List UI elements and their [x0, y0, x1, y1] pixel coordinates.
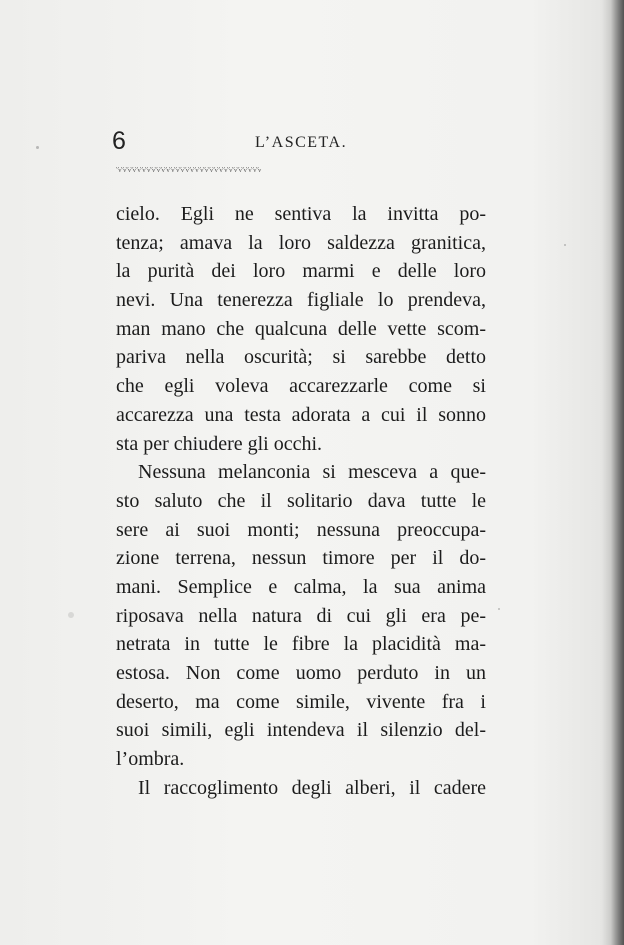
text-line: tenza; amava la loro saldezza granitica,: [116, 231, 486, 254]
paper-speck: [68, 612, 74, 618]
text-line: sta per chiudere gli occhi.: [116, 432, 323, 455]
text-line: pariva nella oscurità; si sarebbe detto: [116, 346, 486, 369]
text-line: man mano che qualcuna delle vette scom-: [116, 317, 486, 340]
body-text: [116, 200, 486, 802]
text-line: zione terrena, nessun timore per il do-: [116, 547, 486, 570]
paper-speck: [498, 608, 500, 610]
paper-speck: [564, 244, 566, 246]
text-line: Il raccoglimento degli alberi, il cadere: [138, 776, 486, 799]
page-edge-shadow: [602, 0, 624, 945]
decorative-rule: ᵕᵥᵕᵥᵕᵥᵕᵥᵕᵥᵕᵥᵕᵥᵕᵥᵕᵥᵕᵥᵕᵥᵕᵥᵕᵥᵕᵥᵕᵥᵕᵥᵕᵥᵕᵥᵕᵥᵕᵥᵕᵥᵕᵥᵕᵥᵕᵥᵕᵥᵕᵥᵕᵥᵕᵥᵕᵥᵕᵥ: [116, 163, 261, 174]
text-line: riposava nella natura di cui gli era pe-: [116, 604, 486, 627]
text-line: cielo. Egli ne sentiva la invitta po-: [116, 203, 486, 225]
text-line: Nessuna melanconia si mesceva a que-: [138, 461, 486, 484]
text-line: sto saluto che il solitario dava tutte le: [116, 489, 486, 512]
page-number: 6: [112, 127, 126, 155]
text-line: deserto, ma come simile, vivente fra i: [116, 690, 486, 713]
text-line: mani. Semplice e calma, la sua anima: [116, 575, 486, 598]
text-line: che egli voleva accarezzarle come si: [116, 375, 486, 398]
text-line: l’ombra.: [116, 748, 185, 771]
page-header: [112, 126, 492, 160]
running-title: L’ASCETA.: [255, 134, 348, 151]
text-line: suoi simili, egli intendeva il silenzio del-: [116, 719, 486, 742]
text-line: sere ai suoi monti; nessuna preoccupa-: [116, 518, 486, 541]
text-line: la purità dei loro marmi e delle loro: [116, 260, 486, 283]
text-line: accarezza una testa adorata a cui il sonno: [116, 403, 486, 426]
text-line: netrata in tutte le fibre la placidità ma-: [116, 633, 486, 656]
text-line: nevi. Una tenerezza figliale lo prendeva,: [116, 289, 486, 312]
paper-speck: [36, 146, 39, 149]
text-line: estosa. Non come uomo perduto in un: [116, 662, 486, 684]
